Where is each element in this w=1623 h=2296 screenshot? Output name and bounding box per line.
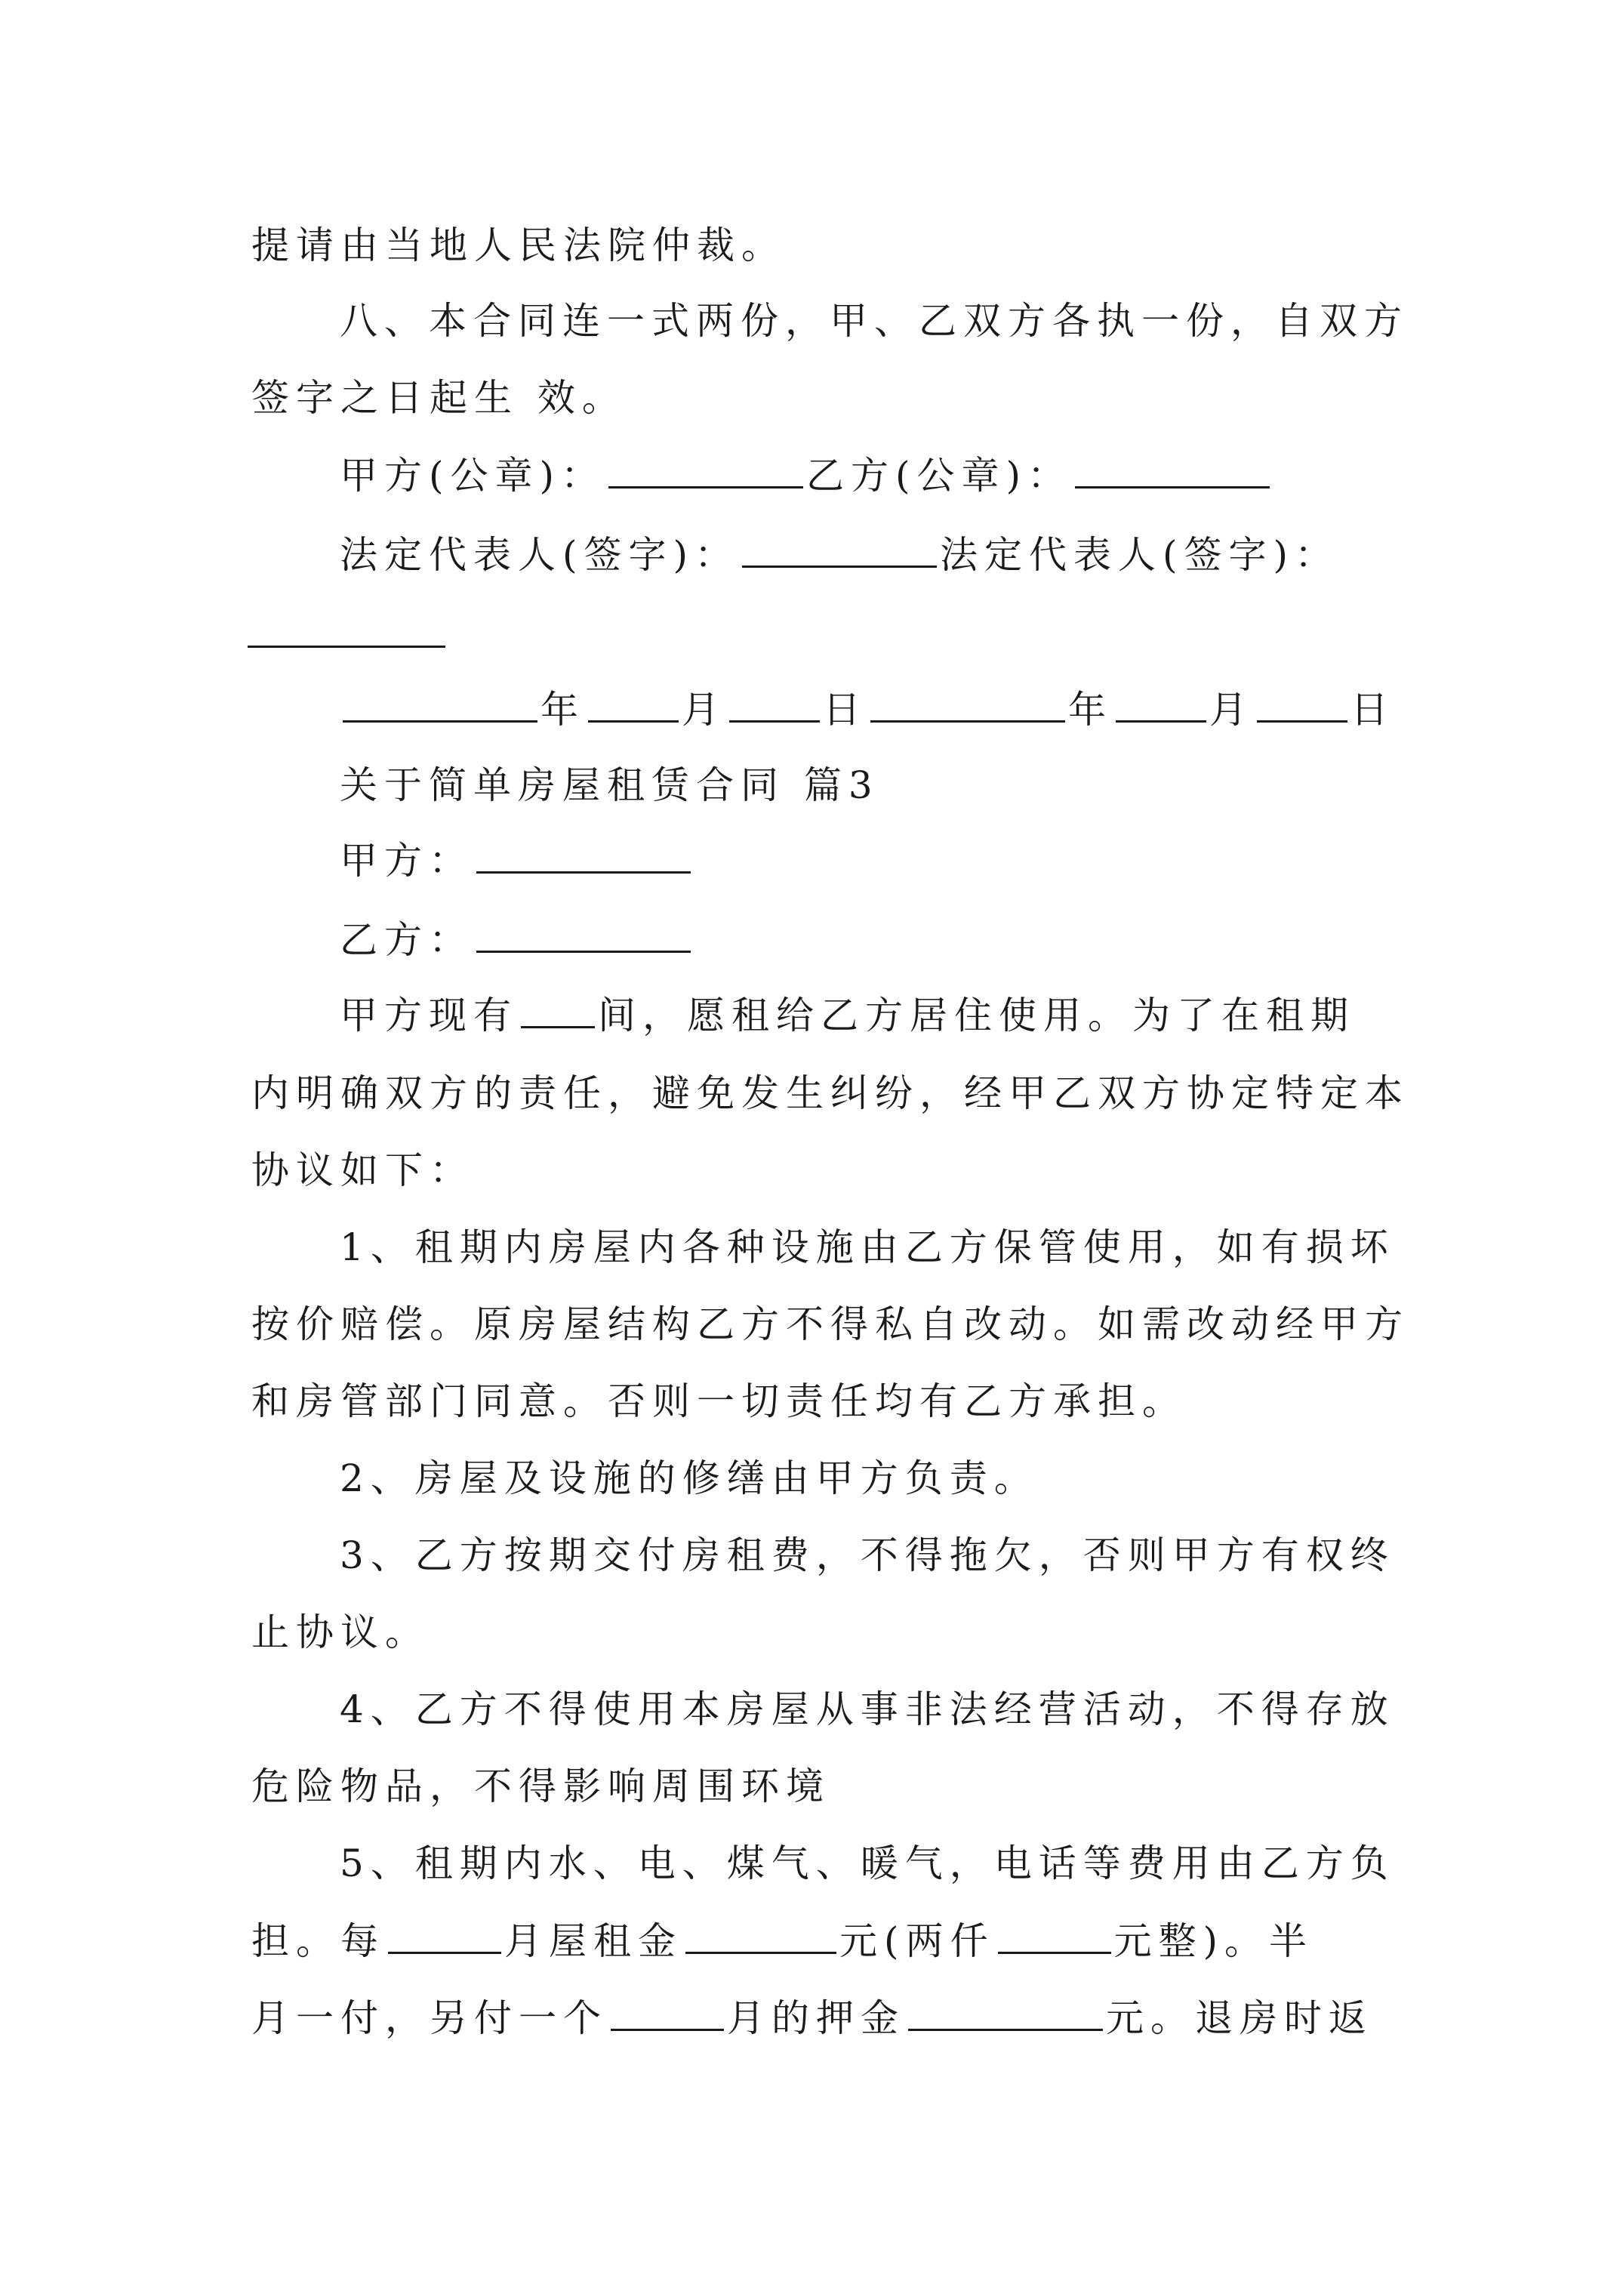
clause-8-line: 八、本合同连一式两份，甲、乙双方各执一份，自双方 <box>340 299 1409 343</box>
text-line: 甲方现有 间，愿租给乙方居住使用。为了在租期 <box>340 989 1355 1042</box>
clause-4-line: 4、乙方不得使用本房屋从事非法经营活动，不得存放 <box>340 1687 1395 1731</box>
date-line: 年 月 日 年 月 日 <box>340 683 1395 736</box>
text-line: 危险物品，不得影响周围环境 <box>251 1764 830 1808</box>
party-b-line: 乙方： <box>340 914 694 966</box>
clause-2-line: 2、房屋及设施的修缮由甲方负责。 <box>340 1456 1039 1500</box>
room-count-blank <box>521 991 595 1028</box>
text-line: 担。每 月屋租金 元(两仟 元整)。半 <box>251 1915 1313 1968</box>
date-day-blank <box>1257 686 1347 723</box>
party-a-line: 甲方： <box>340 834 694 887</box>
deposit-amount-blank <box>908 1994 1103 2031</box>
signature-line-seal: 甲方(公章)： 乙方(公章)： <box>340 449 1273 502</box>
rent-amount-blank <box>685 1917 836 1954</box>
date-day-blank <box>729 686 820 723</box>
months-blank <box>388 1917 501 1954</box>
signature-line-representative: 法定代表人(签字)： 法定代表人(签字)： <box>340 529 1339 581</box>
date-year-blank <box>343 686 537 723</box>
date-month-blank <box>588 686 679 723</box>
clause-1-line: 1、租期内房屋内各种设施由乙方保管使用，如有损坏 <box>340 1225 1395 1269</box>
text-line: 按价赔偿。原房屋结构乙方不得私自改动。如需改动经甲方 <box>251 1302 1409 1346</box>
date-month-blank <box>1116 686 1206 723</box>
deposit-months-blank <box>611 1994 724 2031</box>
rent-words-blank <box>998 1917 1111 1954</box>
clause-5-line: 5、租期内水、电、煤气、暖气，电话等费用由乙方负 <box>340 1841 1395 1885</box>
section-heading: 关于简单房屋租赁合同 篇3 <box>340 763 879 807</box>
date-year-blank <box>870 686 1065 723</box>
party-a-representative-blank <box>742 531 937 568</box>
text-line: 止协议。 <box>251 1610 430 1654</box>
party-b-name-blank <box>476 916 691 953</box>
text-line: 签字之日起生 效。 <box>251 376 627 420</box>
text-line: 提请由当地人民法院仲裁。 <box>251 223 786 267</box>
text-line: 内明确双方的责任，避免发生纠纷，经甲乙双方协定特定本 <box>251 1071 1409 1115</box>
text-line: 协议如下： <box>251 1148 474 1192</box>
party-a-name-blank <box>476 837 691 874</box>
party-b-seal-blank <box>1075 451 1270 488</box>
party-b-representative-blank <box>248 646 445 648</box>
text-line: 月一付，另付一个 月的押金 元。退房时返 <box>251 1992 1373 2045</box>
clause-3-line: 3、乙方按期交付房租费，不得拖欠，否则甲方有权终 <box>340 1533 1395 1577</box>
party-a-seal-blank <box>608 451 803 488</box>
text-line: 和房管部门同意。否则一切责任均有乙方承担。 <box>251 1379 1187 1423</box>
